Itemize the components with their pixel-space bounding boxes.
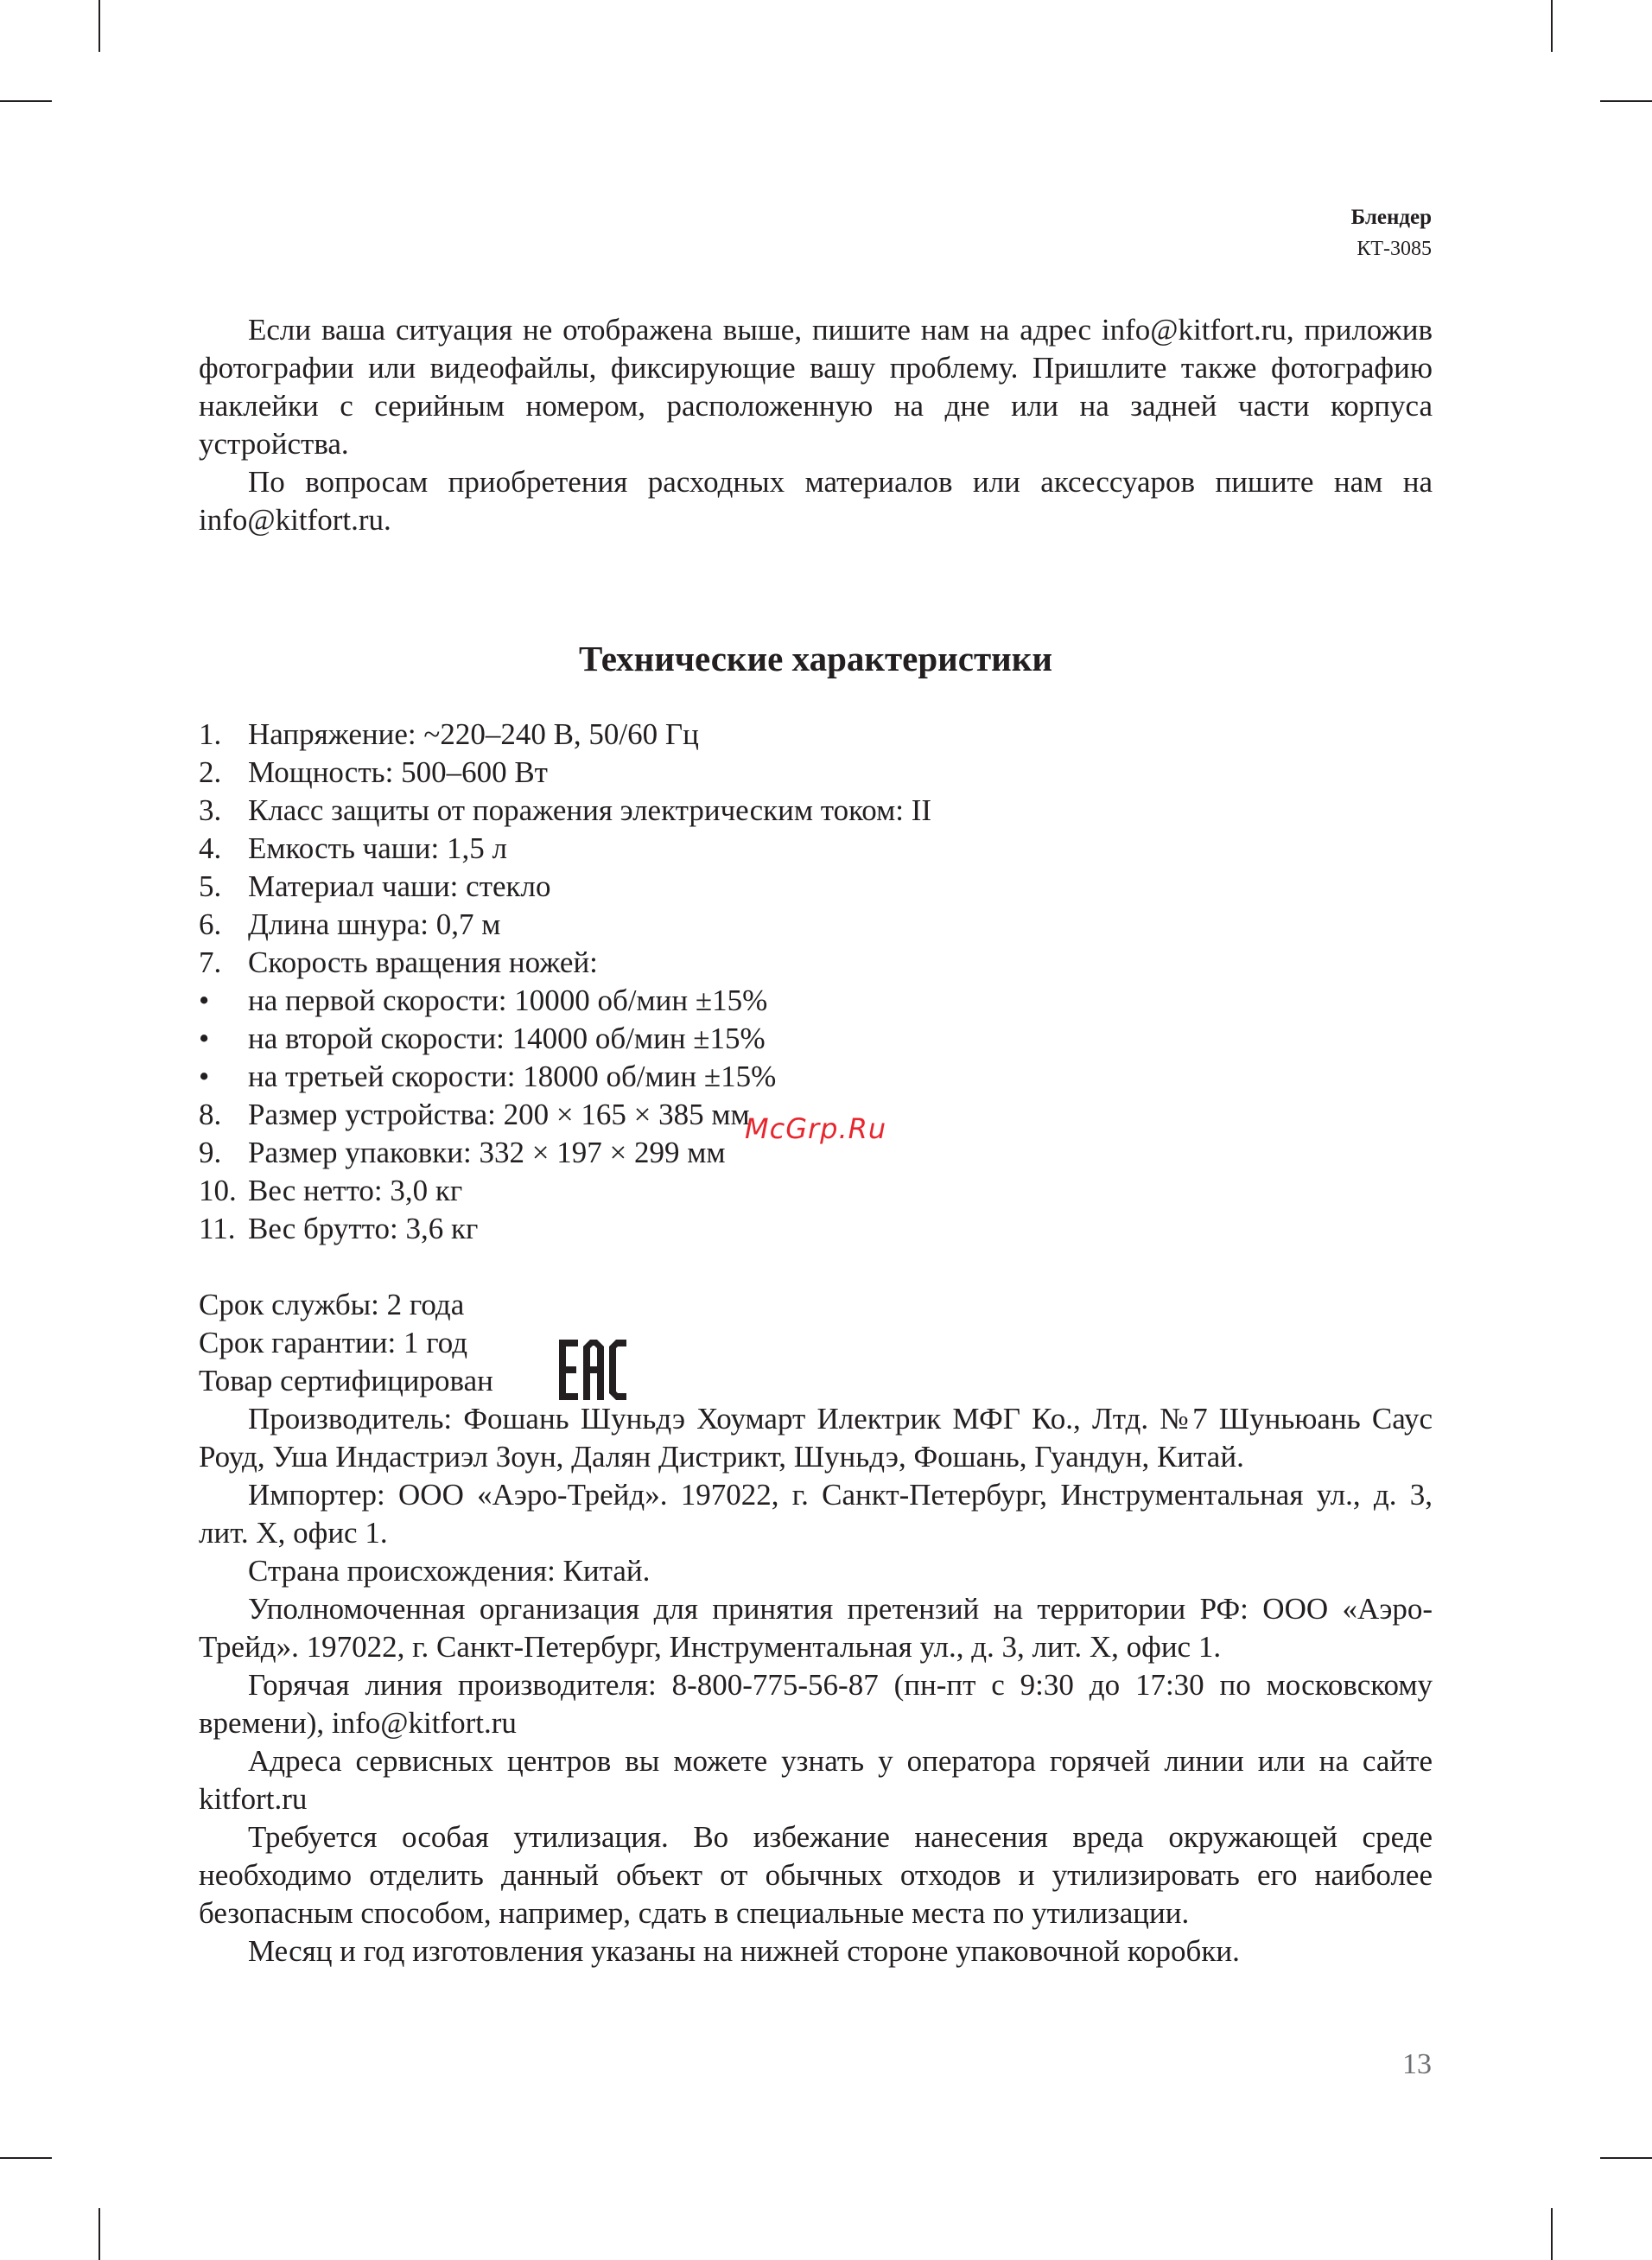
header-product-name: Блендер xyxy=(1350,206,1432,229)
crop-mark xyxy=(98,0,100,52)
crop-mark xyxy=(1551,0,1553,52)
spec-item xyxy=(199,792,1433,830)
spec-item xyxy=(199,1172,1433,1210)
spec-text: Напряжение: ~220–240 В, 50/60 Гц xyxy=(248,717,699,751)
header-model-number: КТ-3085 xyxy=(1357,238,1432,260)
authorized-organization: Уполномоченная организация для принятия претензий на территории РФ: ООО «Аэро-Трейд». 197022, г. Санкт-Петербург, Инструментальная ул., д. 3, лит. Х, офис 1. xyxy=(199,1592,1433,1664)
spec-text: Мощность: 500–600 Вт xyxy=(248,755,548,789)
spec-item xyxy=(199,754,1433,792)
hotline-info: Горячая линия производителя: 8-800-775-56-87 (пн-пт с 9:30 до 17:30 по московскому времени), info@kitfort.ru xyxy=(199,1668,1433,1740)
bullet-marker: • xyxy=(199,984,210,1017)
crop-mark xyxy=(0,100,52,102)
spec-item xyxy=(199,1020,1433,1058)
list-marker: 1. xyxy=(199,717,222,751)
intro-paragraph: Если ваша ситуация не отображена выше, пишите нам на адрес info@kitfort.ru, приложив фотографии или видеофайлы, фиксирующие вашу проблему. Пришлите также фотографию наклейки с серийным номером, расположенную на дне или на задней части корпуса устройства. xyxy=(199,313,1433,461)
spec-item xyxy=(199,1058,1433,1096)
spec-text: на первой скорости: 10000 об/мин ±15% xyxy=(248,984,768,1017)
service-info xyxy=(199,1286,1433,1400)
list-marker: 6. xyxy=(199,907,222,941)
list-marker: 5. xyxy=(199,869,222,903)
disposal-info: Требуется особая утилизация. Во избежание нанесения вреда окружающей среде необходимо отделить данный объект от обычных отходов и утилизировать его наиболее безопасным способом, например, сдать в специальные места по утилизации. xyxy=(199,1820,1433,1930)
spec-text: Емкость чаши: 1,5 л xyxy=(248,831,507,865)
spec-text: Длина шнура: 0,7 м xyxy=(248,907,501,941)
crop-mark xyxy=(98,2208,100,2260)
list-marker: 3. xyxy=(199,793,222,827)
spec-item xyxy=(199,830,1433,868)
spec-list xyxy=(199,716,1433,1248)
spec-item xyxy=(199,1210,1433,1248)
list-marker: 8. xyxy=(199,1098,222,1131)
spec-text: Материал чаши: стекло xyxy=(248,869,551,903)
crop-mark xyxy=(1600,100,1652,102)
section-title: Технические характеристики xyxy=(579,639,1052,678)
manufacture-date-note: Месяц и год изготовления указаны на нижней стороне упаковочной коробки. xyxy=(248,1934,1240,1968)
service-life: Срок службы: 2 года xyxy=(199,1288,465,1321)
crop-mark xyxy=(1600,2157,1652,2159)
country-of-origin: Страна происхождения: Китай. xyxy=(248,1554,651,1588)
eac-certification-logo xyxy=(557,1338,628,1402)
bullet-marker: • xyxy=(199,1022,210,1055)
spec-item xyxy=(199,716,1433,754)
list-marker: 9. xyxy=(199,1136,222,1169)
spec-item xyxy=(199,868,1433,906)
spec-text: Класс защиты от поражения электрическим током: II xyxy=(248,793,932,827)
running-header xyxy=(1351,202,1432,264)
manufacturer-info: Производитель: Фошань Шуньдэ Хоумарт Илектрик МФГ Ко., Лтд. №7 Шуньюань Саус Роуд, Уша Индастриэл Зоун, Далян Дистрикт, Шуньдэ, Фошань, Гуандун, Китай. xyxy=(199,1402,1433,1474)
spec-text: Вес брутто: 3,6 кг xyxy=(248,1212,479,1245)
list-marker: 11. xyxy=(199,1212,236,1245)
crop-mark xyxy=(0,2157,52,2159)
list-marker: 2. xyxy=(199,755,222,789)
spec-text: Вес нетто: 3,0 кг xyxy=(248,1174,463,1207)
watermark: McGrp.Ru xyxy=(745,1112,887,1145)
importer-info: Импортер: ООО «Аэро-Трейд». 197022, г. Санкт-Петербург, Инструментальная ул., д. 3, лит. Х, офис 1. xyxy=(199,1478,1433,1550)
spec-text: Скорость вращения ножей: xyxy=(248,945,598,979)
warranty-period: Срок гарантии: 1 год xyxy=(199,1326,468,1359)
spec-text: на второй скорости: 14000 об/мин ±15% xyxy=(248,1022,766,1055)
spec-item xyxy=(199,906,1433,944)
spec-item xyxy=(199,982,1433,1020)
list-marker: 10. xyxy=(199,1174,237,1207)
list-marker: 4. xyxy=(199,831,222,865)
bullet-marker: • xyxy=(199,1060,210,1093)
certification-note: Товар сертифицирован xyxy=(199,1364,493,1397)
spec-text: Размер упаковки: 332 × 197 × 299 мм xyxy=(248,1136,726,1169)
spec-text: Размер устройства: 200 × 165 × 385 мм xyxy=(248,1098,750,1131)
intro-paragraph: По вопросам приобретения расходных материалов или аксессуаров пишите нам на info@kitfort.ru. xyxy=(199,465,1433,537)
spec-item xyxy=(199,944,1433,982)
spec-text: на третьей скорости: 18000 об/мин ±15% xyxy=(248,1060,777,1093)
list-marker: 7. xyxy=(199,945,222,979)
page-number: 13 xyxy=(1402,2048,1432,2080)
crop-mark xyxy=(1551,2208,1553,2260)
service-centers-info: Адреса сервисных центров вы можете узнать у оператора горячей линии или на сайте kitfort.ru xyxy=(199,1744,1433,1816)
